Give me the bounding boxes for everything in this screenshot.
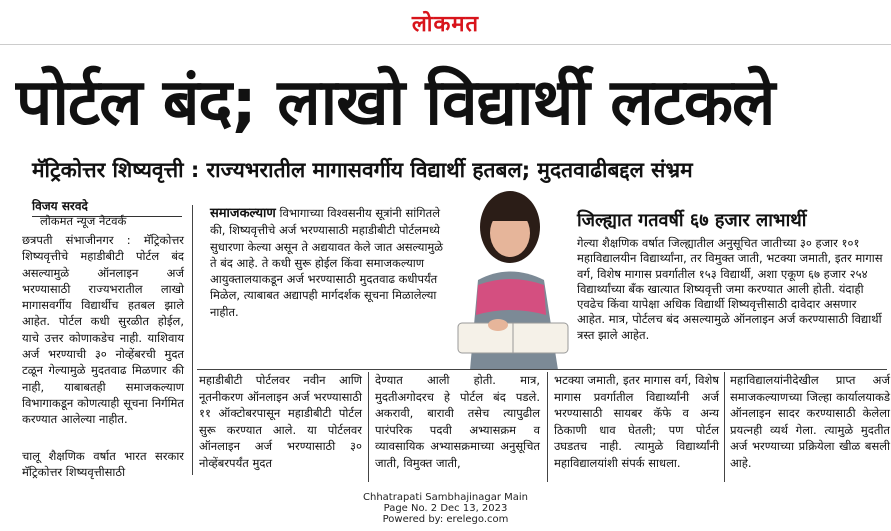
lokmat-logo: लोकमत <box>411 11 480 37</box>
section-divider <box>197 369 887 370</box>
column-divider <box>192 205 193 475</box>
student-illustration <box>448 185 578 370</box>
powered-by: Powered by: erelego.com <box>382 514 509 525</box>
article-column-3: देण्यात आली होती. मात्र, मुदतीअगोदरच हे पोर्टल बंद पडले. अकरावी, बारावी तसेच त्यापुढील पारंपरिक पदवी अभ्यासक्रम व व्यावसायिक अभ्यासक्रमाच्या अनुसूचित जाती, विमुक्त जाती, <box>375 373 540 470</box>
news-agency: लोकमत न्यूज नेटवर्क <box>40 214 127 228</box>
box-text: विभागाच्या विश्वसनीय सूत्रांनी सांगितले की, शिष्यवृत्तीचे अर्ज भरण्यासाठी महाडीबीटी पोर्टलमध्ये सुधारणा केल्या असून ते अद्ययावत केले जात असल्यामुळे ते बंद आहे. ते कधी सुरू होईल किंवा समाजकल्याण आयुक्तालयाकडून अर्ज भरण्यासाठी मुदतवाढ कधीपर्यंत मिळेल, त्याबाबत अद्यापही मार्गदर्शक सूचना मिळालेल्या नाहीत. <box>210 206 444 319</box>
article-column-4: भटक्या जमाती, इतर मागास वर्ग, विशेष मागास प्रवर्गातील विद्यार्थ्यांनी अर्ज भरण्यासाठी सायबर कॅफे व अन्य ठिकाणी धाव घेतली; पण पोर्टल उघडतच नाही. त्यामुळे विद्यार्थ्यांनी महाविद्यालयांशी संपर्क साधला. <box>554 373 719 470</box>
article-column-1-continued <box>22 448 184 481</box>
page-info: Page No. 2 Dec 13, 2023 <box>383 503 508 514</box>
article-column-2: महाडीबीटी पोर्टलवर नवीन आणि नूतनीकरण ऑनलाइन अर्ज भरण्यासाठी ११ ऑक्टोबरपासून महाडीबीटी पोर्टल सुरू करण्यात आले. या पोर्टलवर ऑनलाइन अर्ज भरण्यासाठी ३० नोव्हेंबरपर्यंत मुदत <box>199 373 362 470</box>
subheadline: मॅट्रिकोत्तर शिष्यवृत्ती : राज्यभरातील मागासवर्गीय विद्यार्थी हतबल; मुदतवाढीबद्दल संभ्रम <box>32 158 693 182</box>
box-text: गेल्या शैक्षणिक वर्षात जिल्ह्यातील अनुसूचित जातीच्या ३० हजार १०१ महाविद्यालयीन विद्यार्थ्यांना, तर विमुक्त जाती, भटक्या जमाती, इतर मागास वर्ग, विशेष मागास प्रवर्गातील १५३ विद्यार्थी, अशा एकूण ६७ हजार २५४ विद्यार्थ्यांच्या बँक खात्यात शिष्यवृत्ती जमा करण्यात आली होती. यंदाही एवढेच किंवा यापेक्षा अधिक विद्यार्थी शिष्यवृत्तीसाठी दावेदार असणार आहेत. मात्र, पोर्टलच बंद असल्यामुळे ऑनलाइन अर्ज करण्यासाठी विद्यार्थी त्रस्त झाले आहेत. <box>577 236 883 342</box>
article-paragraph: छत्रपती संभाजीनगर : मॅट्रिकोत्तर शिष्यवृत्तीचे महाडीबीटी पोर्टल बंद असल्यामुळे ऑनलाइन अर्ज भरण्यासाठी राज्यभरातील लाखो मागासवर्गीय विद्यार्थीच हतबल झाले आहेत. पोर्टल कधी सुरळीत होईल, याचे उत्तर कोणाकडेच नाही. याशिवाय अर्ज भरण्याची ३० नोव्हेंबरची मुदत टळून गेल्यामुळे मुदतवाढ मिळणार की नाही, याबाबतही समाजकल्याण विभागाकडून कोणत्याही सूचना निर्गमित करण्यात आलेल्या नाहीत. <box>22 233 184 427</box>
edition-name: Chhatrapati Sambhajinagar Main <box>363 492 528 503</box>
masthead <box>0 0 891 45</box>
article-column-5: महाविद्यालयांनीदेखील प्राप्त अर्ज समाजकल्याणच्या जिल्हा कार्यालयाकडे ऑनलाइन सादर करण्यासाठी केलेला प्रयत्नही व्यर्थ गेला. त्यामुळे मुदतीत अर्ज भरण्याच्या प्रक्रियेला खीळ बसली आहे. <box>730 373 890 470</box>
sidebar-box-samajkalyan <box>210 205 450 320</box>
box-title: जिल्ह्यात गतवर्षी ६७ हजार लाभार्थी <box>577 210 807 231</box>
column-divider <box>724 372 725 482</box>
column-divider <box>368 372 369 482</box>
box-tag: समाजकल्याण <box>210 206 276 221</box>
sidebar-box-beneficiaries <box>577 208 887 343</box>
article-column-1 <box>22 232 184 428</box>
headline: पोर्टल बंद; लाखो विद्यार्थी लटकले <box>16 66 775 140</box>
page-footer <box>0 492 891 525</box>
column-divider <box>547 372 548 482</box>
article-paragraph: चालू शैक्षणिक वर्षात भारत सरकार मॅट्रिकोत्तर शिष्यवृत्तीसाठी <box>22 449 184 480</box>
byline: विजय सरवदे <box>32 197 182 217</box>
